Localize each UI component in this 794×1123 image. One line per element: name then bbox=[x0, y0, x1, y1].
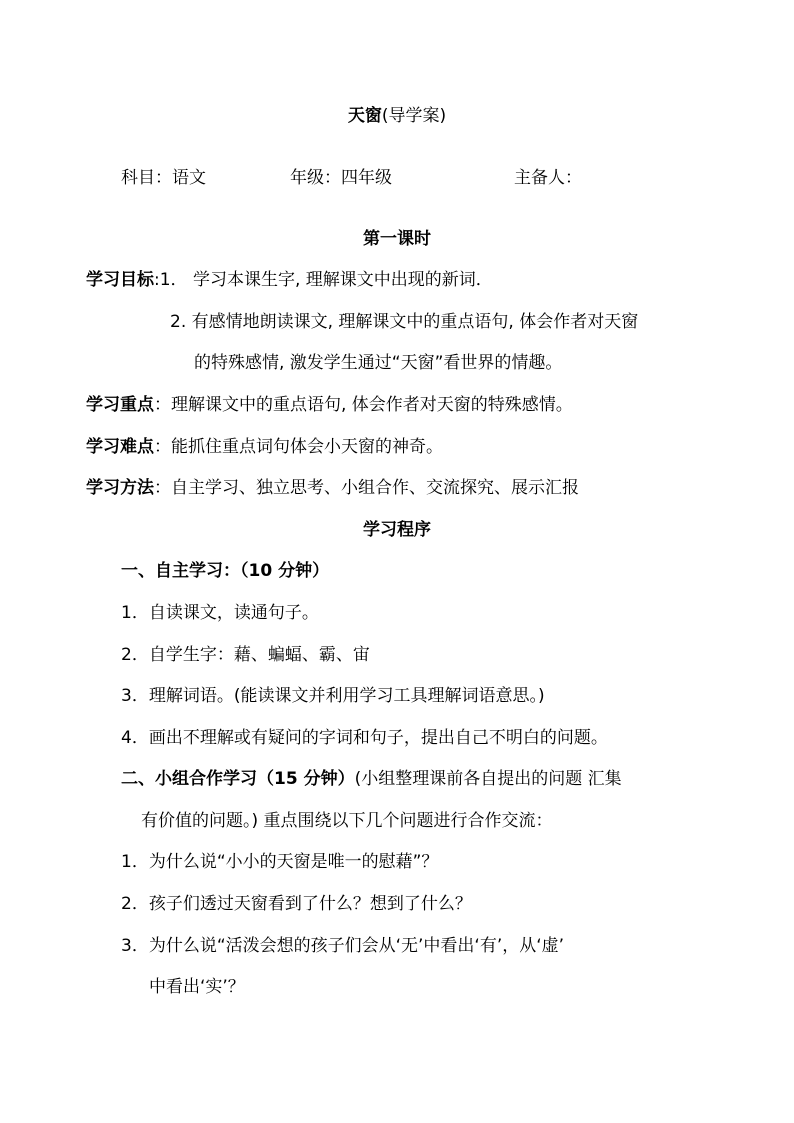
goals-line-3: 的特殊感情, 激发学生通过“天窗”看世界的情趣。 bbox=[194, 353, 563, 373]
section1-item-4: 4．画出不理解或有疑问的字词和句子，提出自己不明白的问题。 bbox=[121, 728, 608, 748]
key-text: ：理解课文中的重点语句, 体会作者对天窗的特殊感情。 bbox=[154, 395, 573, 415]
lesson-heading: 第一课时 bbox=[363, 229, 431, 249]
meta-subject: 科目：语文 bbox=[121, 168, 206, 188]
section1-heading: 一、自主学习：（10 分钟） bbox=[121, 561, 330, 581]
goals-line-2: 2. 有感情地朗读课文, 理解课文中的重点语句, 体会作者对天窗 bbox=[170, 312, 639, 332]
section2-line-2: 有价值的问题。) 重点围绕以下几个问题进行合作交流： bbox=[141, 811, 553, 831]
section1-item-1: 1．自读课文，读通句子。 bbox=[121, 603, 319, 623]
section2-item-3-cont: 中看出‘实’？ bbox=[149, 977, 245, 997]
key-label: 学习重点 bbox=[86, 395, 154, 415]
title-suffix: (导学案) bbox=[381, 106, 447, 126]
difficulty-label: 学习难点 bbox=[86, 437, 154, 457]
title-main: 天窗 bbox=[347, 106, 382, 126]
key-points bbox=[86, 394, 573, 416]
section2-text: (小组整理课前各自提出的问题 汇集 bbox=[354, 769, 622, 789]
method bbox=[86, 477, 579, 499]
goals-label: 学习目标 bbox=[86, 270, 154, 290]
section2-item-1: 1．为什么说“小小的天窗是唯一的慰藉”？ bbox=[121, 852, 439, 872]
section2-item-3: 3．为什么说“活泼会想的孩子们会从‘无’中看出‘有’，从‘虚’ bbox=[121, 936, 565, 956]
section1-item-2: 2．自学生字：藉、蝙蝠、霸、宙 bbox=[121, 645, 370, 665]
section2-line-1 bbox=[121, 768, 622, 790]
method-text: ：自主学习、独立思考、小组合作、交流探究、展示汇报 bbox=[154, 478, 579, 498]
procedure-heading: 学习程序 bbox=[363, 520, 431, 540]
section1-item-3: 3．理解词语。(能读课文并利用学习工具理解词语意思。) bbox=[121, 686, 545, 706]
goals-text-1: :1． 学习本课生字, 理解课文中出现的新词． bbox=[154, 270, 493, 290]
section2-heading: 二、小组合作学习（15 分钟） bbox=[121, 769, 355, 789]
difficulty-text: ：能抓住重点词句体会小天窗的神奇。 bbox=[154, 437, 443, 457]
section2-item-2: 2．孩子们透过天窗看到了什么？想到了什么？ bbox=[121, 894, 472, 914]
meta-preparer: 主备人： bbox=[514, 168, 582, 188]
meta-grade: 年级：四年级 bbox=[290, 168, 392, 188]
difficulty-points bbox=[86, 436, 443, 458]
method-label: 学习方法 bbox=[86, 478, 154, 498]
goals-line-1 bbox=[86, 269, 493, 291]
document-title bbox=[0, 105, 794, 127]
